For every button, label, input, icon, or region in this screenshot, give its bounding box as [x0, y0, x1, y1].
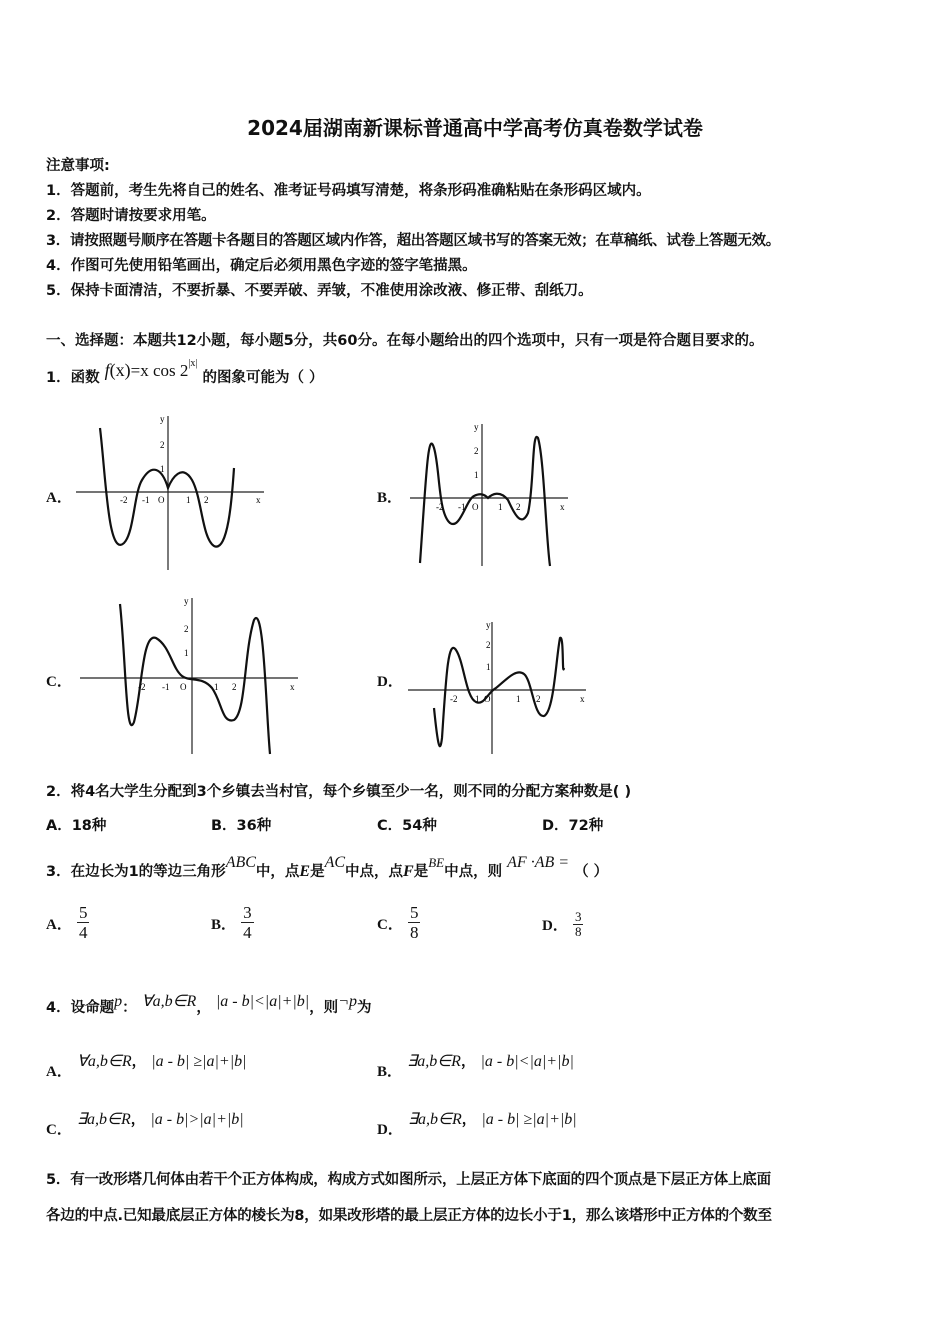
tick-label: 2	[232, 682, 237, 692]
q2-option-b: B．36种	[211, 818, 272, 834]
axis-label-x: x	[290, 682, 295, 692]
tick-label: -2	[436, 502, 444, 512]
tick-label: 1	[486, 662, 491, 672]
notice-item: 3．请按照题号顺序在答题卡各题目的答题区域内作答，超出答题区域书写的答案无效；在草稿纸、试卷上答题无效。	[46, 233, 780, 249]
graph-curve	[100, 428, 234, 547]
tick-label: 2	[204, 495, 209, 505]
tick-label: -1	[142, 495, 150, 505]
q3-option-a: A． $\frac{5}{4}$	[46, 903, 88, 942]
fraction: $\frac{5}{8}$	[409, 903, 419, 942]
q2-option-d: D．72种	[542, 818, 604, 834]
axis-label-x: x	[580, 694, 585, 704]
q1-graph-b	[404, 418, 574, 568]
q1-option-a-label: A．	[46, 490, 72, 506]
tick-label: -1	[472, 694, 480, 704]
section-heading: 一、选择题：本题共12小题，每小题5分，共60分。在每小题给出的四个选项中，只有一项是符合题目要求的。	[46, 333, 764, 349]
notice-item: 5．保持卡面清洁，不要折暴、不要弄破、弄皱，不准使用涂改液、修正带、刮纸刀。	[46, 283, 593, 299]
fraction: $\frac{5}{4}$	[78, 903, 88, 942]
q1-graph-d	[404, 618, 590, 758]
tick-label: -2	[120, 495, 128, 505]
q4-option-d: D． ∃a,b∈R， |a - b| ≥|a|+|b|	[377, 1111, 577, 1138]
fraction: $\frac{3}{4}$	[243, 903, 252, 942]
q2-stem: 2．将4名大学生分配到3个乡镇去当村官，每个乡镇至少一名，则不同的分配方案种数是( )	[46, 784, 632, 800]
q4-option-a: A． ∀a,b∈R， |a - b| ≥|a|+|b|	[46, 1053, 247, 1080]
notice-item: 4．作图可先使用铅笔画出，确定后必须用黑色字迹的签字笔描黑。	[46, 258, 477, 274]
tick-label: -2	[138, 682, 146, 692]
graph-curve	[120, 604, 270, 754]
tick-label: O	[472, 502, 479, 512]
tick-label: 1	[186, 495, 191, 505]
q3-option-b: B． $\frac{3}{4}$	[211, 903, 252, 942]
tick-label: 1	[160, 464, 165, 474]
axis-label-x: x	[256, 495, 261, 505]
tick-label: -1	[458, 502, 466, 512]
tick-label: -1	[162, 682, 170, 692]
tick-label: O	[158, 495, 165, 505]
tick-label: 1	[474, 470, 479, 480]
tick-label: 1	[184, 648, 189, 658]
axis-label-y: y	[184, 596, 189, 606]
q3-stem: 3．在边长为1的等边三角形ABC中，点E是AC中点，点F是BE中点，则 AF ·AB = （ ）	[46, 854, 609, 880]
q3-option-d: D． $\frac{3}{8}$	[542, 909, 582, 939]
tick-label: 2	[160, 440, 165, 450]
q1-graph-a	[72, 408, 272, 573]
notice-heading: 注意事项:	[46, 158, 110, 174]
q4-option-b: B． ∃a,b∈R， |a - b|<|a|+|b|	[377, 1053, 574, 1080]
notice-item: 2．答题时请按要求用笔。	[46, 208, 216, 224]
q5-stem-line1: 5．有一改形塔几何体由若干个正方体构成，构成方式如图所示，上层正方体下底面的四个顶点是下层正方体上底面	[46, 1172, 771, 1188]
q1-option-c-label: C．	[46, 674, 72, 690]
tick-label: O	[484, 694, 491, 704]
axis-label-y: y	[160, 414, 165, 424]
q4-option-c: C． ∃a,b∈R， |a - b|>|a|+|b|	[46, 1111, 244, 1138]
q1-option-b-label: B．	[377, 490, 403, 506]
q1-graph-c	[76, 592, 302, 757]
page-title: 2024届湖南新课标普通高中学高考仿真卷数学试卷	[247, 116, 703, 140]
tick-label: 1	[214, 682, 219, 692]
fraction: $\frac{3}{8}$	[574, 909, 582, 939]
tick-label: 2	[184, 624, 189, 634]
tick-label: 1	[516, 694, 521, 704]
q1-stem: 1．函数 f(x)=x $\cos 2^{|x|}$ 的图象可能为（ ）	[46, 358, 324, 386]
q3-option-c: C． $\frac{5}{8}$	[377, 903, 419, 942]
axis-label-x: x	[560, 502, 565, 512]
q4-stem: 4．设命题p： ∀a,b∈R， |a - b|<|a|+|b|，则¬p为	[46, 993, 372, 1016]
tick-label: 2	[516, 502, 521, 512]
tick-label: 2	[474, 446, 479, 456]
tick-label: O	[180, 682, 187, 692]
tick-label: 2	[486, 640, 491, 650]
tick-label: 2	[536, 694, 541, 704]
graph-curve	[434, 638, 564, 746]
q5-stem-line2: 各边的中点.已知最底层正方体的棱长为8，如果改形塔的最上层正方体的边长小于1，那么该塔形中正方体的个数至	[46, 1208, 772, 1224]
axis-label-y: y	[486, 620, 491, 630]
q2-option-a: A．18种	[46, 818, 107, 834]
tick-label: 1	[498, 502, 503, 512]
notice-item: 1．答题前，考生先将自己的姓名、准考证号码填写清楚，将条形码准确粘贴在条形码区域内。	[46, 183, 651, 199]
axis-label-y: y	[474, 422, 479, 432]
q1-option-d-label: D．	[377, 674, 403, 690]
tick-label: -2	[450, 694, 458, 704]
q2-option-c: C．54种	[377, 818, 437, 834]
